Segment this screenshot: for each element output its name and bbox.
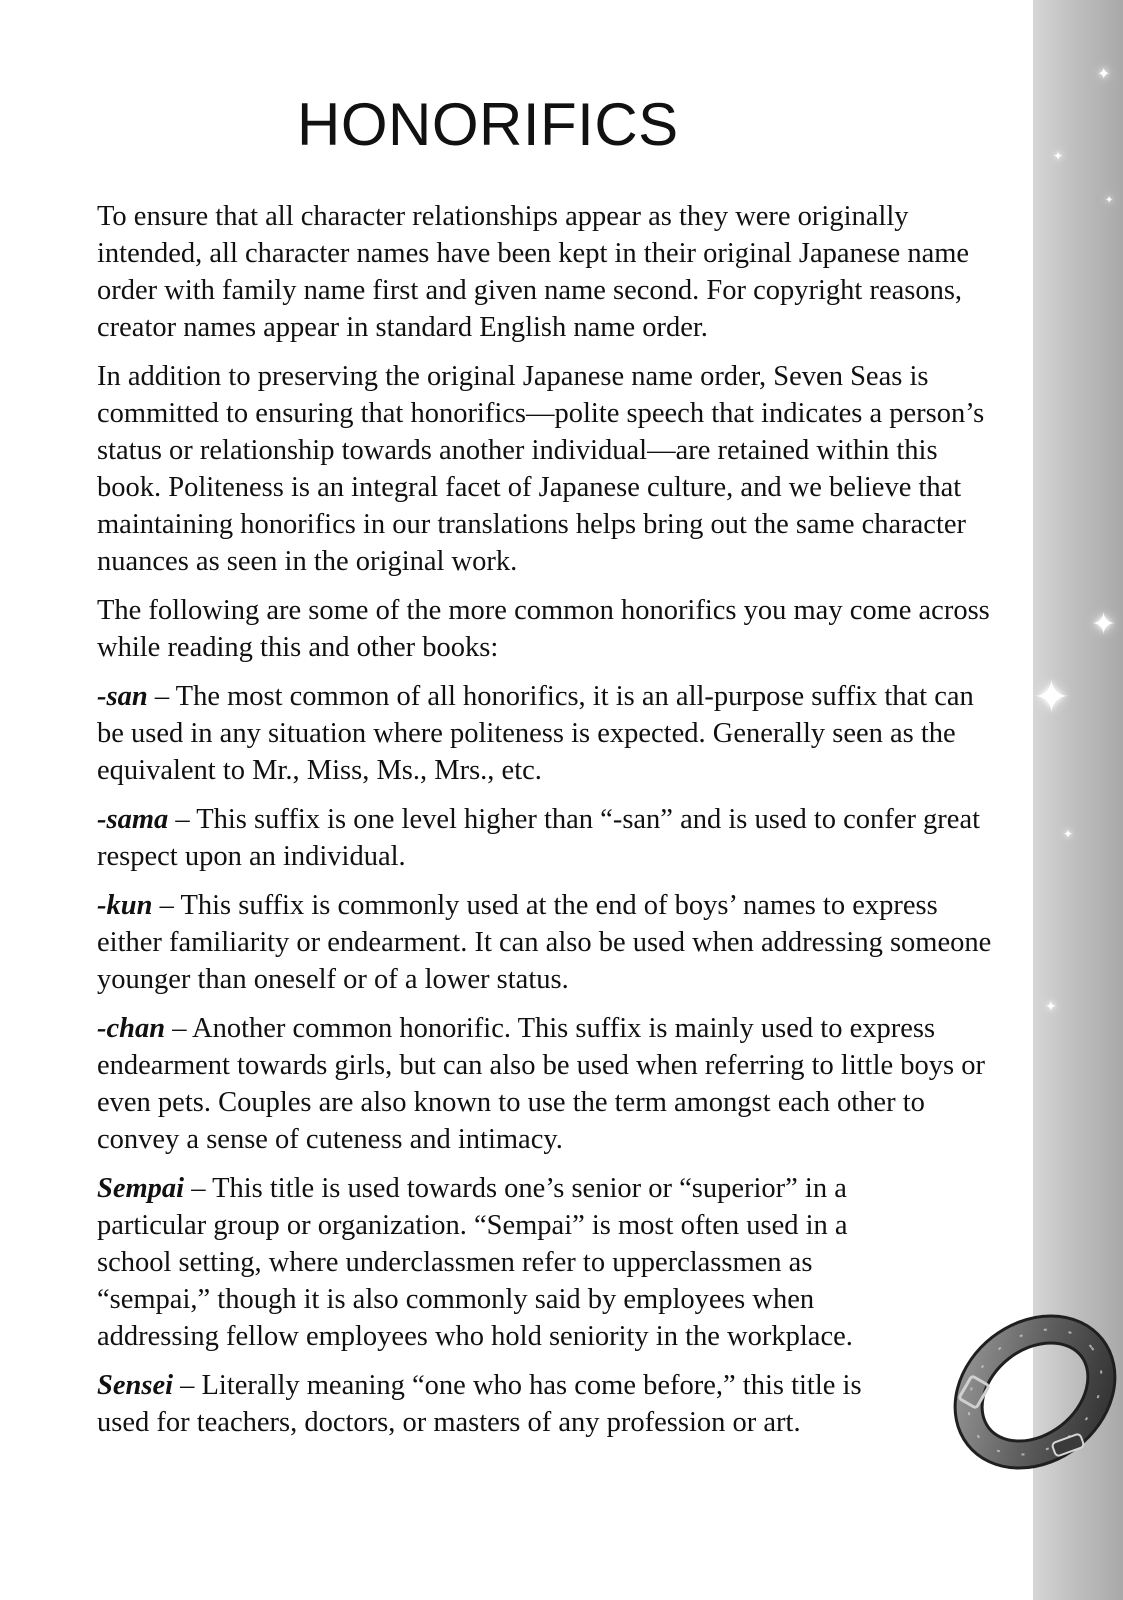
honorific-entry-sama — [97, 801, 997, 875]
honorific-entry-kun — [97, 887, 997, 998]
honorific-entry-chan — [97, 1010, 997, 1158]
bracelet-icon — [935, 1300, 1123, 1480]
page-title: HONORIFICS — [297, 91, 679, 158]
intro-paragraph-honorifics: In addition to preserving the original Japanese name order, Seven Seas is committed to ensuring that honorifics—polite speech that indicates a person’s status or relationship towards another individual—are retained within this book. Politeness is an integral facet of Japanese culture, and we believe that maintaining honorifics in our translations helps bring out the same character nuances as seen in the original work. — [97, 361, 985, 577]
sparkle-icon: ✦ — [1063, 827, 1074, 841]
honorific-entry-san — [97, 678, 997, 789]
honorific-definition: – This suffix is one level higher than “-san” and is used to confer great respect upon an individual. — [97, 804, 981, 872]
intro-paragraph-name-order: To ensure that all character relationships appear as they were originally intended, all character names have been kept in their original Japanese name order with family name first and given name second. For copyright reasons, creator names appear in standard English name order. — [97, 201, 970, 343]
honorific-term: Sempai — [97, 1173, 185, 1204]
honorific-definition: – The most common of all honorifics, it is an all-purpose suffix that can be used in any situation where politeness is expected. Generally seen as the equivalent to Mr., Miss, Ms., Mrs., etc. — [97, 681, 974, 786]
honorific-definition: – This title is used towards one’s senior or “superior” in a particular group or organization. “Sempai” is most often used in a school setting, where underclassmen refer to upperclassmen as “sempai,” though it is also commonly said by employees when addressing fellow employees who hold seniority in the workplace. — [97, 1173, 853, 1352]
honorific-definition: – Another common honorific. This suffix is mainly used to express endearment towards girls, but can also be used when referring to little boys or even pets. Couples are also known to use the term amongst each other to convey a sense of cuteness and intimacy. — [97, 1013, 985, 1155]
intro-paragraph-list-lead: The following are some of the more common honorifics you may come across while reading this and other books: — [97, 595, 990, 663]
sparkle-icon: ✦ — [1097, 64, 1111, 83]
honorific-entry-sensei — [97, 1367, 997, 1441]
honorific-definition: – Literally meaning “one who has come before,” this title is used for teachers, doctors, or masters of any profession or art. — [97, 1370, 862, 1438]
honorific-term: -san — [97, 681, 148, 712]
sparkle-icon: ✦ — [1045, 999, 1057, 1015]
sparkle-icon: ✦ — [1053, 149, 1064, 163]
honorific-entry-sempai — [97, 1170, 997, 1355]
honorific-definition: – This suffix is commonly used at the end of boys’ names to express either familiarity or endearment. It can also be used when addressing someone younger than oneself or of a lower status. — [97, 890, 992, 995]
honorific-term: Sensei — [97, 1370, 174, 1401]
honorific-term: -chan — [97, 1013, 166, 1044]
honorific-term: -sama — [97, 804, 169, 835]
sparkle-icon: ✦ — [1033, 672, 1070, 723]
sparkle-icon: ✦ — [1105, 195, 1114, 206]
honorific-term: -kun — [97, 890, 153, 921]
sparkle-icon: ✦ — [1091, 607, 1117, 642]
honorifics-section — [97, 92, 997, 1453]
